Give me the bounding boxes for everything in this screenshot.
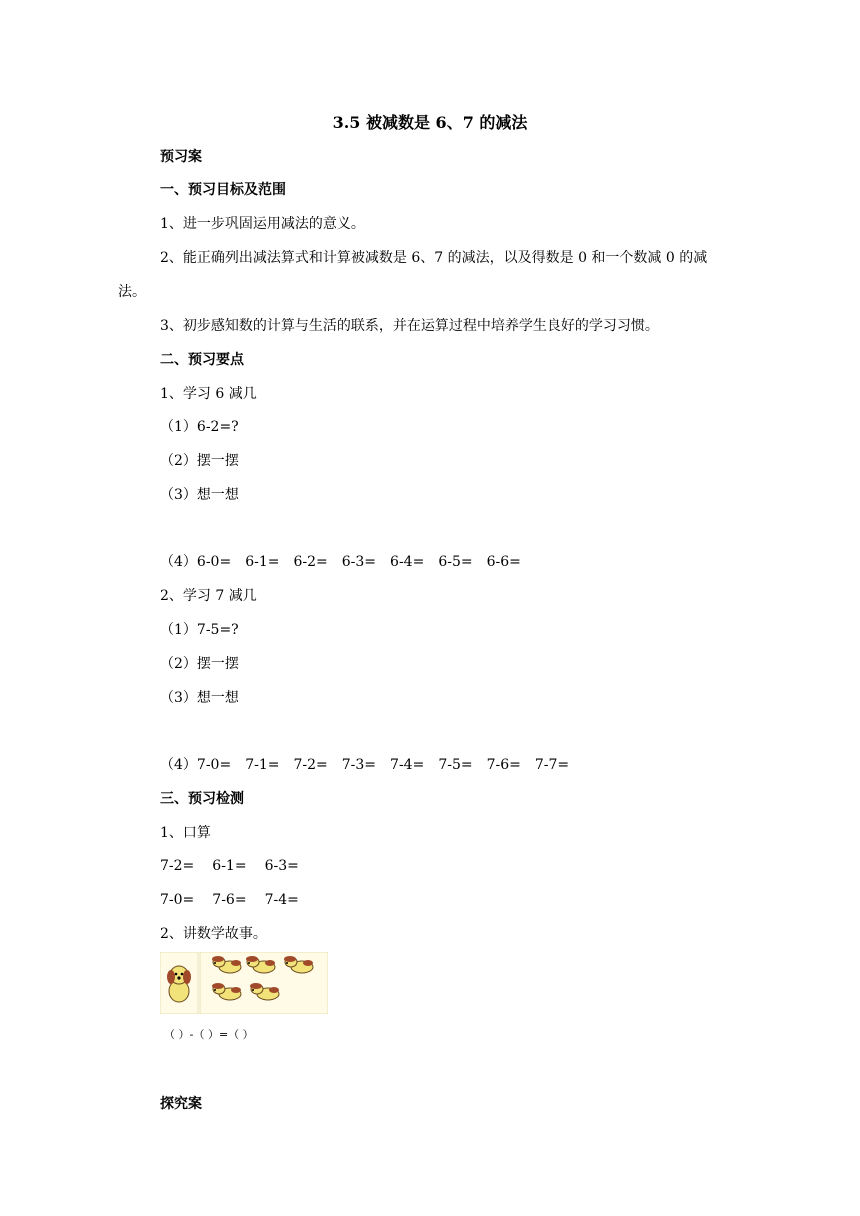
step-label: （4） — [160, 757, 197, 773]
equation: 6-2= — [293, 554, 328, 570]
equation: 7-0= — [196, 757, 232, 773]
point-2-step-4 — [160, 756, 583, 774]
equation: 7-4= — [390, 757, 425, 773]
point-2-title: 2、学习 7 减几 — [160, 588, 257, 604]
goal-2-line-a: 2、能正确列出减法算式和计算被减数是 6、7 的减法，以及得数是 0 和一个数减 0 的减 — [160, 250, 708, 266]
dogs-illustration — [160, 952, 328, 1014]
point-1-step-4 — [160, 553, 535, 571]
point-1-step-3: （3）想一想 — [160, 487, 239, 503]
equation: 7-2= — [160, 858, 195, 874]
preview-case-heading: 预习案 — [160, 149, 202, 165]
point-2-step-3: （3）想一想 — [160, 690, 239, 706]
check-1-title: 1、口算 — [160, 825, 211, 841]
check-heading: 三、预习检测 — [160, 791, 244, 807]
point-1-title: 1、学习 6 减几 — [160, 386, 257, 402]
point-2-step-2: （2）摆一摆 — [160, 656, 239, 672]
page-title: 3.5 被减数是 6、7 的减法 — [332, 113, 528, 132]
equation: 6-3= — [264, 858, 299, 874]
equation: 7-4= — [264, 892, 299, 908]
point-1-step-2: （2）摆一摆 — [160, 453, 239, 469]
equation: 7-7= — [534, 757, 570, 773]
story-equation-blanks: （ ）-（ ）=（ ） — [164, 1028, 254, 1041]
equation: 6-3= — [341, 554, 377, 570]
point-2-step-1: （1）7-5=? — [160, 622, 239, 638]
goal-1: 1、进一步巩固运用减法的意义。 — [160, 216, 365, 232]
equation: 7-5= — [438, 757, 473, 773]
step-label: （4） — [160, 554, 197, 570]
equation: 6-4= — [390, 554, 425, 570]
equation: 7-6= — [212, 892, 247, 908]
equation: 7-2= — [293, 757, 328, 773]
equation: 6-0= — [196, 554, 232, 570]
explore-case-heading: 探究案 — [160, 1096, 202, 1112]
goals-heading: 一、预习目标及范围 — [160, 182, 286, 198]
points-heading: 二、预习要点 — [160, 352, 244, 368]
check-2-title: 2、讲数学故事。 — [160, 926, 267, 942]
equation: 7-3= — [341, 757, 377, 773]
mental-math-row-2 — [160, 891, 313, 909]
goal-3: 3、初步感知数的计算与生活的联系，并在运算过程中培养学生良好的学习习惯。 — [160, 318, 659, 334]
equation: 6-1= — [212, 858, 247, 874]
equation: 7-6= — [486, 757, 521, 773]
equation: 6-5= — [438, 554, 473, 570]
equation: 7-1= — [245, 757, 280, 773]
point-1-step-1: （1）6-2=? — [160, 419, 239, 435]
equation: 6-1= — [245, 554, 280, 570]
equation: 6-6= — [486, 554, 521, 570]
mental-math-row-1 — [160, 857, 313, 875]
goal-2-line-b: 法。 — [118, 284, 146, 300]
equation: 7-0= — [160, 892, 195, 908]
